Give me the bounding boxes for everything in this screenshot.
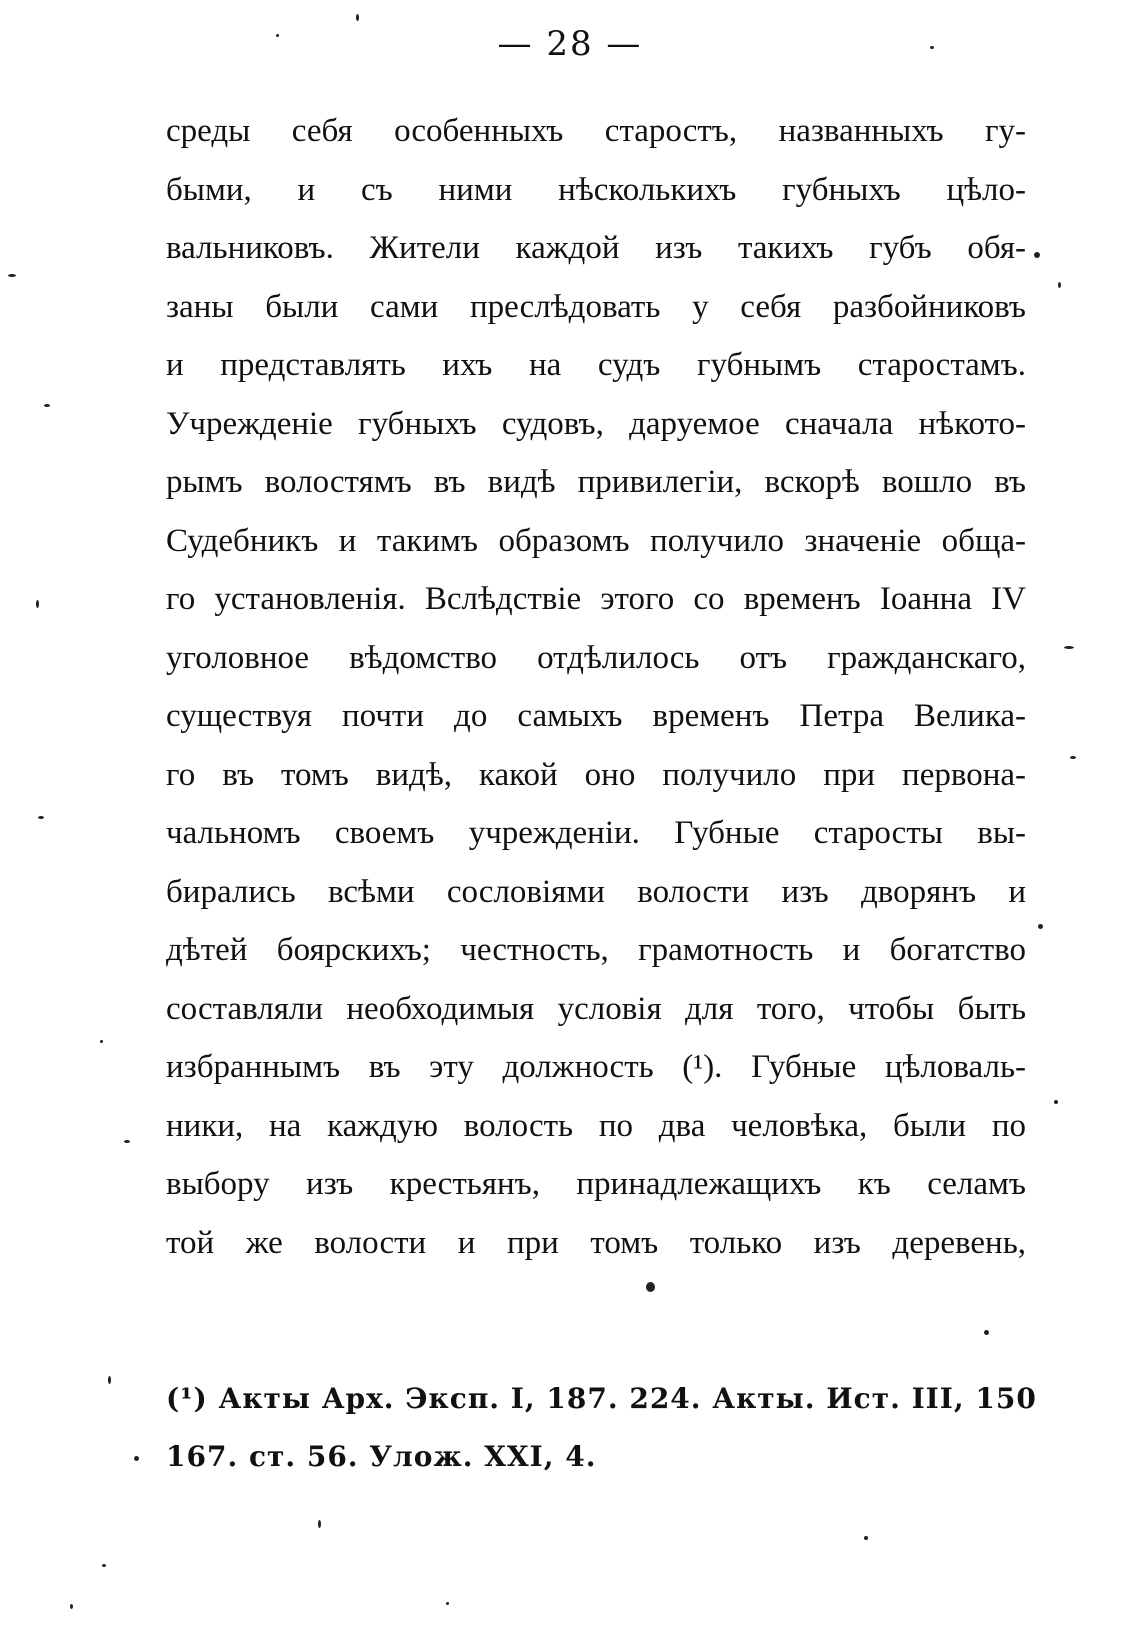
scan-speck xyxy=(1038,924,1043,929)
scan-speck xyxy=(44,404,50,407)
scan-speck xyxy=(984,1330,989,1335)
text-line: чальномъ своемъ учрежденіи. Губные старосты вы- xyxy=(166,815,1026,851)
scan-speck xyxy=(36,600,39,608)
footnote xyxy=(166,1370,1037,1486)
scan-speck xyxy=(646,1282,655,1292)
text-line: вальниковъ. Жители каждой изъ такихъ губъ обя- xyxy=(166,230,1026,266)
scan-speck xyxy=(100,1040,103,1043)
main-text xyxy=(166,102,1026,1272)
scan-speck xyxy=(864,1536,868,1540)
scan-speck xyxy=(124,1140,130,1143)
scan-speck xyxy=(38,816,44,819)
text-line: составляли необходимыя условія для того, чтобы быть xyxy=(166,990,1026,1027)
scan-speck xyxy=(930,46,934,49)
scan-speck xyxy=(134,1456,139,1461)
text-line: существуя почти до самыхъ временъ Петра Велика- xyxy=(166,698,1026,734)
text-line: го въ томъ видѣ, какой оно получило при первона- xyxy=(166,756,1026,793)
scan-speck xyxy=(446,1602,449,1605)
text-line: той же волости и при томъ только изъ деревень, xyxy=(166,1224,1026,1261)
text-line: дѣтей боярскихъ; честность, грамотность и богатство xyxy=(166,932,1026,968)
text-line: рымъ волостямъ въ видѣ привилегіи, вскорѣ вошло въ xyxy=(166,464,1026,500)
text-line: Учрежденіе губныхъ судовъ, даруемое сначала нѣкото- xyxy=(166,405,1026,442)
text-line: и представлять ихъ на судъ губнымъ старостамъ. xyxy=(166,347,1026,383)
scan-speck xyxy=(70,1604,73,1609)
scan-speck xyxy=(1064,646,1074,649)
scan-speck xyxy=(1034,252,1040,258)
text-line: среды себя особенныхъ старостъ, названныхъ гу- xyxy=(166,113,1026,149)
page-number: — 28 — xyxy=(497,24,643,64)
scan-speck xyxy=(1054,1100,1058,1104)
scan-speck xyxy=(102,1564,106,1567)
scan-speck xyxy=(8,274,16,277)
text-line: бирались всѣми сословіями волости изъ дворянъ и xyxy=(166,873,1026,910)
text-line: го установленія. Вслѣдствіе этого со временъ Іоанна IV xyxy=(166,581,1026,617)
text-line: ники, на каждую волость по два человѣка, были по xyxy=(166,1107,1026,1144)
footnote-line: 167. ст. 56. Улож. XXI, 4. xyxy=(166,1440,597,1473)
scan-speck xyxy=(276,34,279,37)
text-line: быми, и съ ними нѣсколькихъ губныхъ цѣло- xyxy=(166,171,1026,208)
scan-speck xyxy=(1058,282,1061,288)
text-line: уголовное вѣдомство отдѣлилось отъ гражданскаго, xyxy=(166,639,1026,676)
text-line: заны были сами преслѣдовать у себя разбойниковъ xyxy=(166,288,1026,325)
scan-speck xyxy=(1070,756,1076,759)
footnote-line: (¹) Акты Арх. Эксп. I, 187. 224. Акты. Ист. III, 150 xyxy=(166,1382,1037,1415)
text-line: выбору изъ крестьянъ, принадлежащихъ къ селамъ xyxy=(166,1166,1026,1202)
scan-speck xyxy=(108,1376,111,1384)
text-line: Судебникъ и такимъ образомъ получило значеніе обща- xyxy=(166,522,1026,559)
scan-speck xyxy=(356,14,359,21)
scan-speck xyxy=(318,1520,321,1528)
text-line: избраннымъ въ эту должность (¹). Губные цѣловаль- xyxy=(166,1049,1026,1085)
